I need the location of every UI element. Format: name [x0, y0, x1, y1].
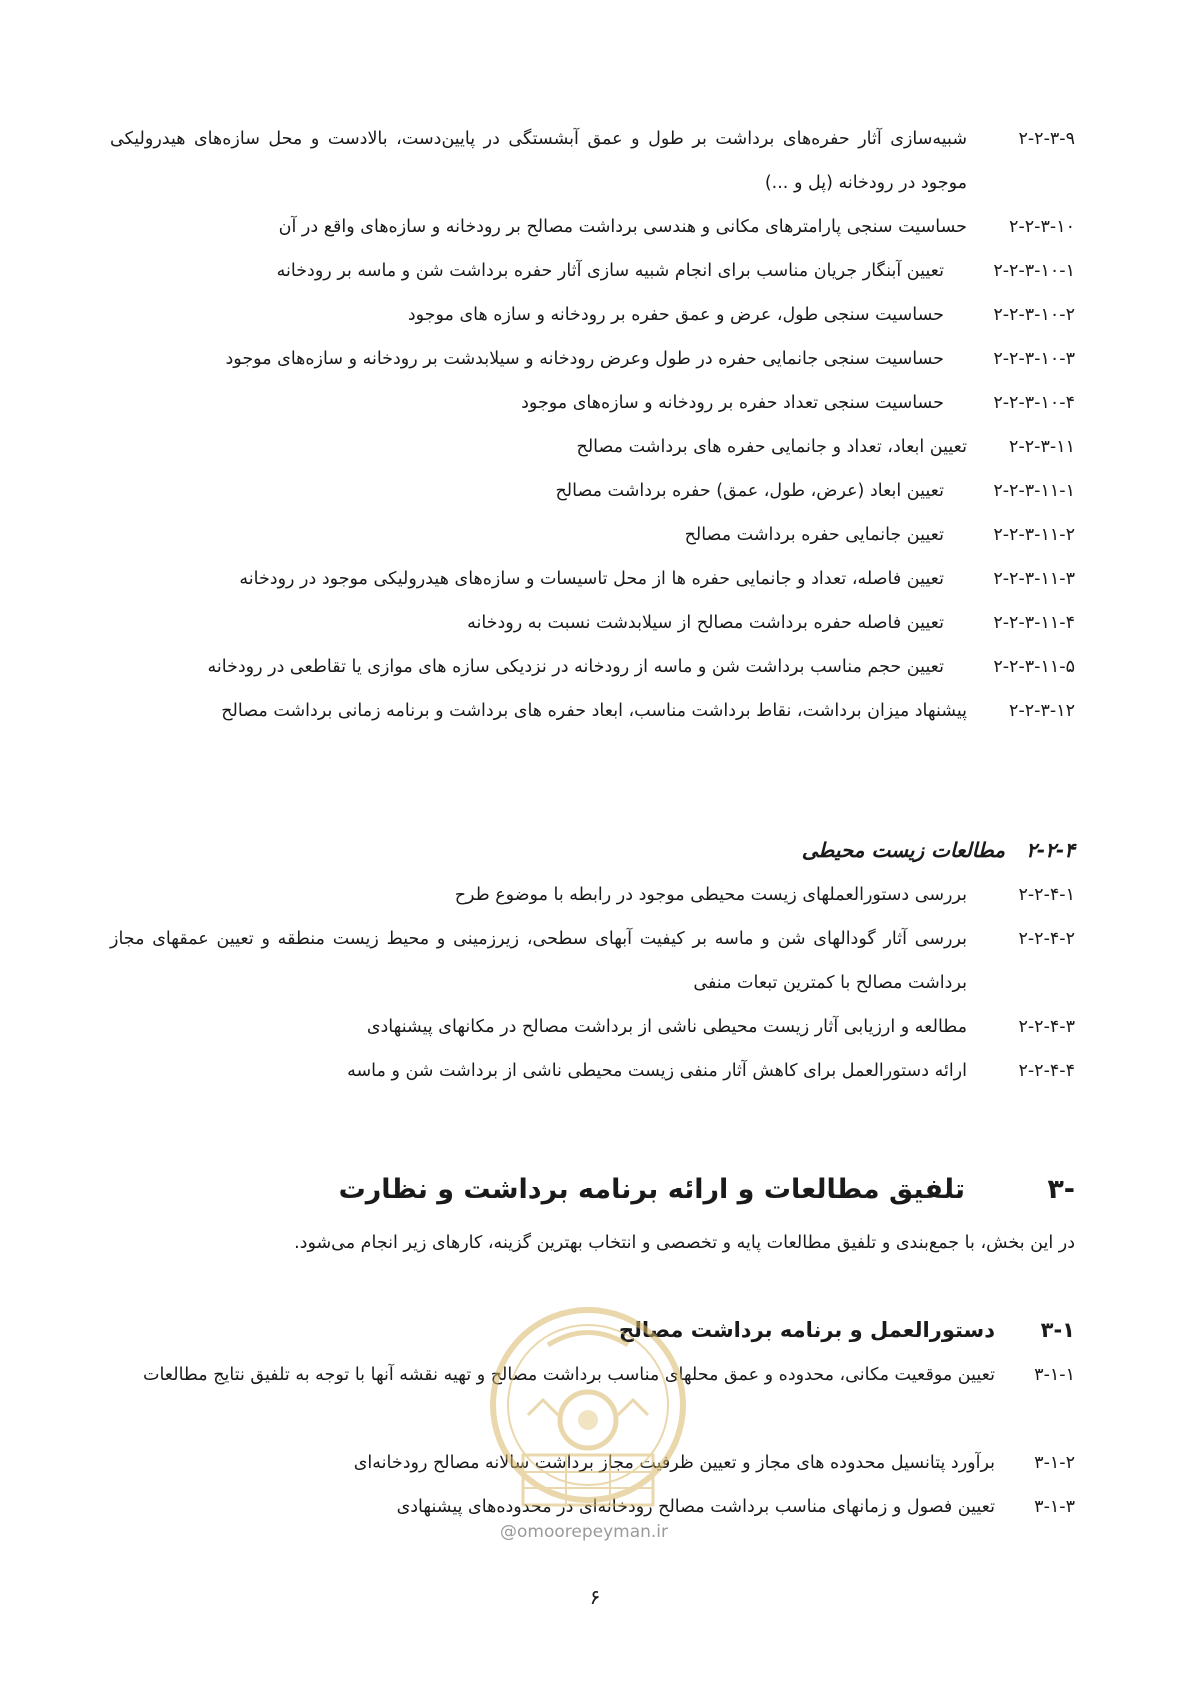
item-number: ۲-۲-۳-۱۱ — [1009, 437, 1075, 457]
item-text: بررسی آثار گودالهای شن و ماسه بر کیفیت آبهای سطحی، زیرزمینی و محیط زیست منطقه و تعیین عمقهای مجاز برداشت مصالح با کمترین تبعات منفی — [110, 929, 967, 993]
heading-title: تلفیق مطالعات و ارائه برنامه برداشت و نظارت — [338, 1174, 965, 1205]
item-number: ۲-۲-۴-۴ — [1018, 1061, 1075, 1081]
item-text: پیشنهاد میزان برداشت، نقاط برداشت مناسب، ابعاد حفره های برداشت و برنامه زمانی برداشت مصالح — [221, 701, 967, 721]
item-number: ۲-۲-۳-۱۱-۵ — [993, 657, 1075, 677]
item-text: تعیین جانمایی حفره برداشت مصالح — [684, 525, 944, 545]
item-text: حساسیت سنجی جانمایی حفره در طول وعرض رودخانه و سیلابدشت بر رودخانه و سازه‌های موجود — [225, 349, 944, 369]
heading-number: ۳-۱ — [1040, 1318, 1075, 1342]
list-item — [110, 390, 1075, 416]
list-item — [110, 698, 1075, 724]
item-text: حساسیت سنجی طول، عرض و عمق حفره بر رودخانه و سازه های موجود — [407, 305, 944, 325]
item-number: ۲-۲-۳-۹ — [1018, 129, 1075, 149]
item-number: ۲-۲-۳-۱۱-۳ — [993, 569, 1075, 589]
item-text: برآورد پتانسیل محدوده های مجاز و تعیین ظرفیت مجاز برداشت سالانه مصالح رودخانه‌ای — [353, 1453, 995, 1473]
item-text: ارائه دستورالعمل برای کاهش آثار منفی زیست محیطی ناشی از برداشت شن و ماسه — [347, 1061, 967, 1081]
item-number: ۲-۲-۳-۱۰-۴ — [993, 393, 1075, 413]
item-text: تعیین ابعاد، تعداد و جانمایی حفره های برداشت مصالح — [576, 437, 967, 457]
heading-title: دستورالعمل و برنامه برداشت مصالح — [618, 1318, 995, 1342]
list-item — [110, 1058, 1075, 1084]
list-item — [110, 1014, 1075, 1040]
item-text: تعیین فصول و زمانهای مناسب برداشت مصالح رودخانه‌ای در محدوده‌های پیشنهادی — [396, 1497, 995, 1517]
item-number: ۲-۲-۳-۱۰ — [1009, 217, 1075, 237]
item-text: حساسیت سنجی پارامترهای مکانی و هندسی برداشت مصالح بر رودخانه و سازه‌های واقع در آن — [278, 217, 967, 237]
item-text: تعیین فاصله، تعداد و جانمایی حفره ها از محل تاسیسات و سازه‌های هیدرولیکی موجود در رودخانه — [239, 569, 944, 589]
list-item — [110, 926, 1075, 1005]
item-number: ۲-۲-۳-۱۰-۳ — [993, 349, 1075, 369]
watermark-seal-icon — [488, 1300, 688, 1530]
item-number: ۲-۲-۳-۱۲ — [1009, 701, 1075, 721]
item-text: مطالعه و ارزیابی آثار زیست محیطی ناشی از برداشت مصالح در مکانهای پیشنهادی — [366, 1017, 967, 1037]
section-heading-3 — [339, 1174, 1075, 1205]
item-number: ۲-۲-۴-۳ — [1018, 1017, 1075, 1037]
list-item — [110, 566, 1075, 592]
item-text: تعیین ابعاد (عرض، طول، عمق) حفره برداشت مصالح — [555, 481, 944, 501]
item-number: ۲-۲-۳-۱۱-۴ — [993, 613, 1075, 633]
list-item — [110, 522, 1075, 548]
list-item — [110, 478, 1075, 504]
item-number: ۲-۲-۳-۱۱-۱ — [993, 481, 1075, 501]
item-number: ۲-۲-۴-۲ — [1018, 929, 1075, 949]
list-item — [110, 258, 1075, 284]
list-item — [110, 126, 1075, 205]
section-heading-environment — [802, 838, 1075, 862]
heading-number: ۲-۲-۴ — [1026, 838, 1075, 862]
list-item — [110, 434, 1075, 460]
item-text: تعیین آبنگار جریان مناسب برای انجام شبیه سازی آثار حفره برداشت شن و ماسه بر رودخانه — [276, 261, 944, 281]
item-number: ۲-۲-۳-۱۰-۱ — [993, 261, 1075, 281]
item-number: ۲-۲-۳-۱۰-۲ — [993, 305, 1075, 325]
list-item — [110, 654, 1075, 680]
item-text: تعیین حجم مناسب برداشت شن و ماسه از رودخانه در نزدیکی سازه های موازی یا تقاطعی در رودخانه — [207, 657, 944, 677]
list-item — [110, 882, 1075, 908]
item-number: ۳-۱-۱ — [1034, 1365, 1075, 1385]
heading-number: ۳- — [1047, 1174, 1075, 1205]
item-number: ۲-۲-۴-۱ — [1018, 885, 1075, 905]
item-text: حساسیت سنجی تعداد حفره بر رودخانه و سازه‌های موجود — [521, 393, 944, 413]
item-text: تعیین موقعیت مکانی، محدوده و عمق محلهای مناسب برداشت مصالح و تهیه نقشه آنها با توجه به تلفیق نتایج مطالعات — [142, 1365, 995, 1385]
item-text: بررسی دستورالعملهای زیست محیطی موجود در رابطه با موضوع طرح — [454, 885, 967, 905]
list-item — [110, 302, 1075, 328]
section-intro: در این بخش، با جمع‌بندی و تلفیق مطالعات پایه و تخصصی و انتخاب بهترین گزینه، کارهای زیر انجام می‌شود. — [294, 1233, 1075, 1253]
item-text: شبیه‌سازی آثار حفره‌های برداشت بر طول و عمق آبشستگی در پایین‌دست، بالادست و محل سازه‌های هیدرولیکی موجود در رودخانه (پل و ...) — [110, 129, 967, 193]
watermark-text: @omoorepeyman.ir — [500, 1522, 669, 1542]
item-number: ۳-۱-۳ — [1034, 1497, 1075, 1517]
page-number: ۶ — [589, 1585, 601, 1609]
item-number: ۳-۱-۲ — [1034, 1453, 1075, 1473]
list-item — [110, 214, 1075, 240]
heading-title: مطالعات زیست محیطی — [801, 838, 1005, 862]
list-item — [110, 610, 1075, 636]
item-text: تعیین فاصله حفره برداشت مصالح از سیلابدشت نسبت به رودخانه — [467, 613, 944, 633]
list-item — [110, 346, 1075, 372]
item-number: ۲-۲-۳-۱۱-۲ — [993, 525, 1075, 545]
